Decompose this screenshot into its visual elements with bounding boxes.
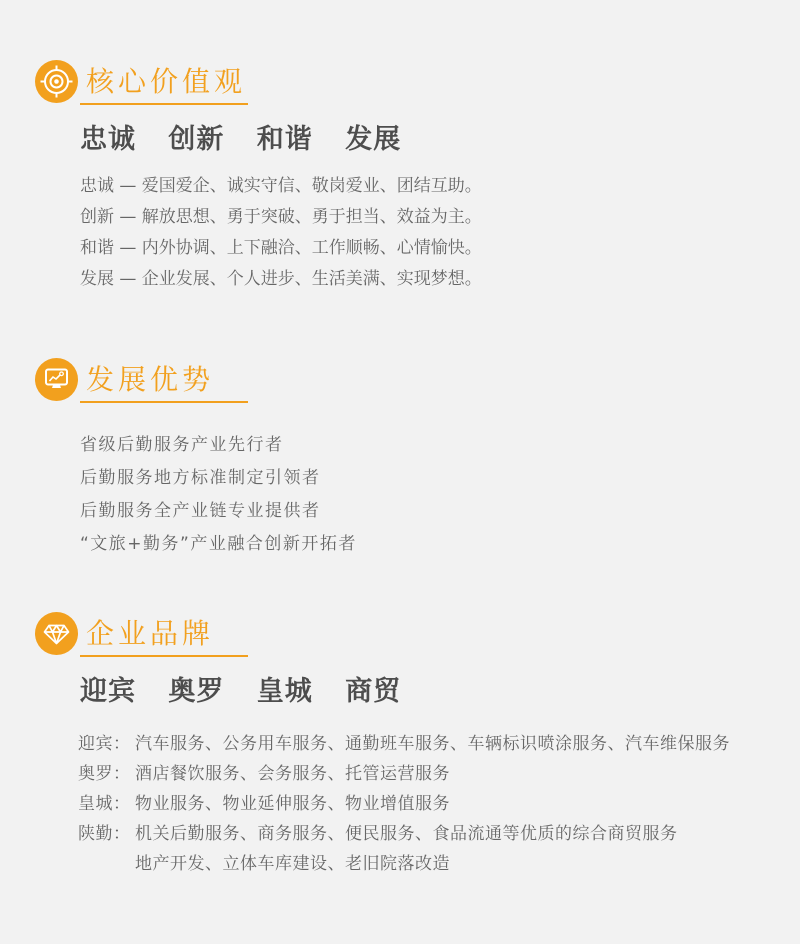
brand-services: 机关后勤服务、商务服务、便民服务、食品流通等优质的综合商贸服务 — [135, 824, 678, 844]
section-title-core-values: 核心价值观 — [86, 65, 247, 98]
advantage-line: “文旅+勤务”产业融合创新开拓者 — [80, 534, 357, 554]
value-line: 忠诚 — 爱国爱企、诚实守信、敬岗爱业、团结互助。 — [80, 176, 482, 196]
brand-name: 陕勤： — [78, 824, 131, 844]
monitor-chart-icon — [35, 358, 78, 401]
brand-name: 奥罗： — [78, 764, 131, 784]
brand-services: 汽车服务、公务用车服务、通勤班车服务、车辆标识喷涂服务、汽车维保服务 — [135, 734, 730, 754]
brand-row — [78, 789, 770, 819]
section-title-brands: 企业品牌 — [86, 617, 215, 650]
advantages-header — [35, 358, 770, 401]
diamond-icon — [35, 612, 78, 655]
value-line: 创新 — 解放思想、勇于突破、勇于担当、效益为主。 — [80, 207, 482, 227]
advantage-line: 后勤服务地方标准制定引领者 — [80, 468, 321, 488]
brand-name: 迎宾： — [78, 734, 131, 754]
advantages-content — [80, 429, 770, 561]
title-underline — [80, 103, 248, 105]
title-underline — [80, 401, 248, 403]
brand-services: 酒店餐饮服务、会务服务、托管运营服务 — [135, 764, 450, 784]
target-icon — [35, 60, 78, 103]
brand-row — [78, 729, 770, 759]
brand-name: 皇城： — [78, 794, 131, 814]
section-core-values — [35, 60, 770, 295]
brands-content — [80, 675, 770, 709]
core-values-header — [35, 60, 770, 103]
value-line: 和谐 — 内外协调、上下融洽、工作顺畅、心情愉快。 — [80, 238, 482, 258]
brands-header — [35, 612, 770, 655]
section-title-advantages: 发展优势 — [86, 363, 215, 396]
value-line: 发展 — 企业发展、个人进步、生活美满、实现梦想。 — [80, 269, 482, 289]
advantage-line: 省级后勤服务产业先行者 — [80, 435, 284, 455]
brands-names: 迎宾 奥罗 皇城 商贸 — [80, 676, 402, 707]
core-values-motto: 忠诚 创新 和谐 发展 — [80, 124, 402, 155]
brand-row — [78, 819, 770, 849]
brand-name — [78, 849, 135, 879]
brands-list — [78, 729, 770, 879]
advantage-line: 后勤服务全产业链专业提供者 — [80, 501, 321, 521]
brand-row — [78, 849, 770, 879]
brand-services: 地产开发、立体车库建设、老旧院落改造 — [135, 854, 450, 874]
section-advantages — [35, 358, 770, 561]
brand-row — [78, 759, 770, 789]
brand-services: 物业服务、物业延伸服务、物业增值服务 — [135, 794, 450, 814]
core-values-content — [80, 123, 770, 295]
section-brands — [35, 612, 770, 879]
title-underline — [80, 655, 248, 657]
advantages-list — [80, 429, 770, 561]
core-values-list — [80, 171, 770, 295]
